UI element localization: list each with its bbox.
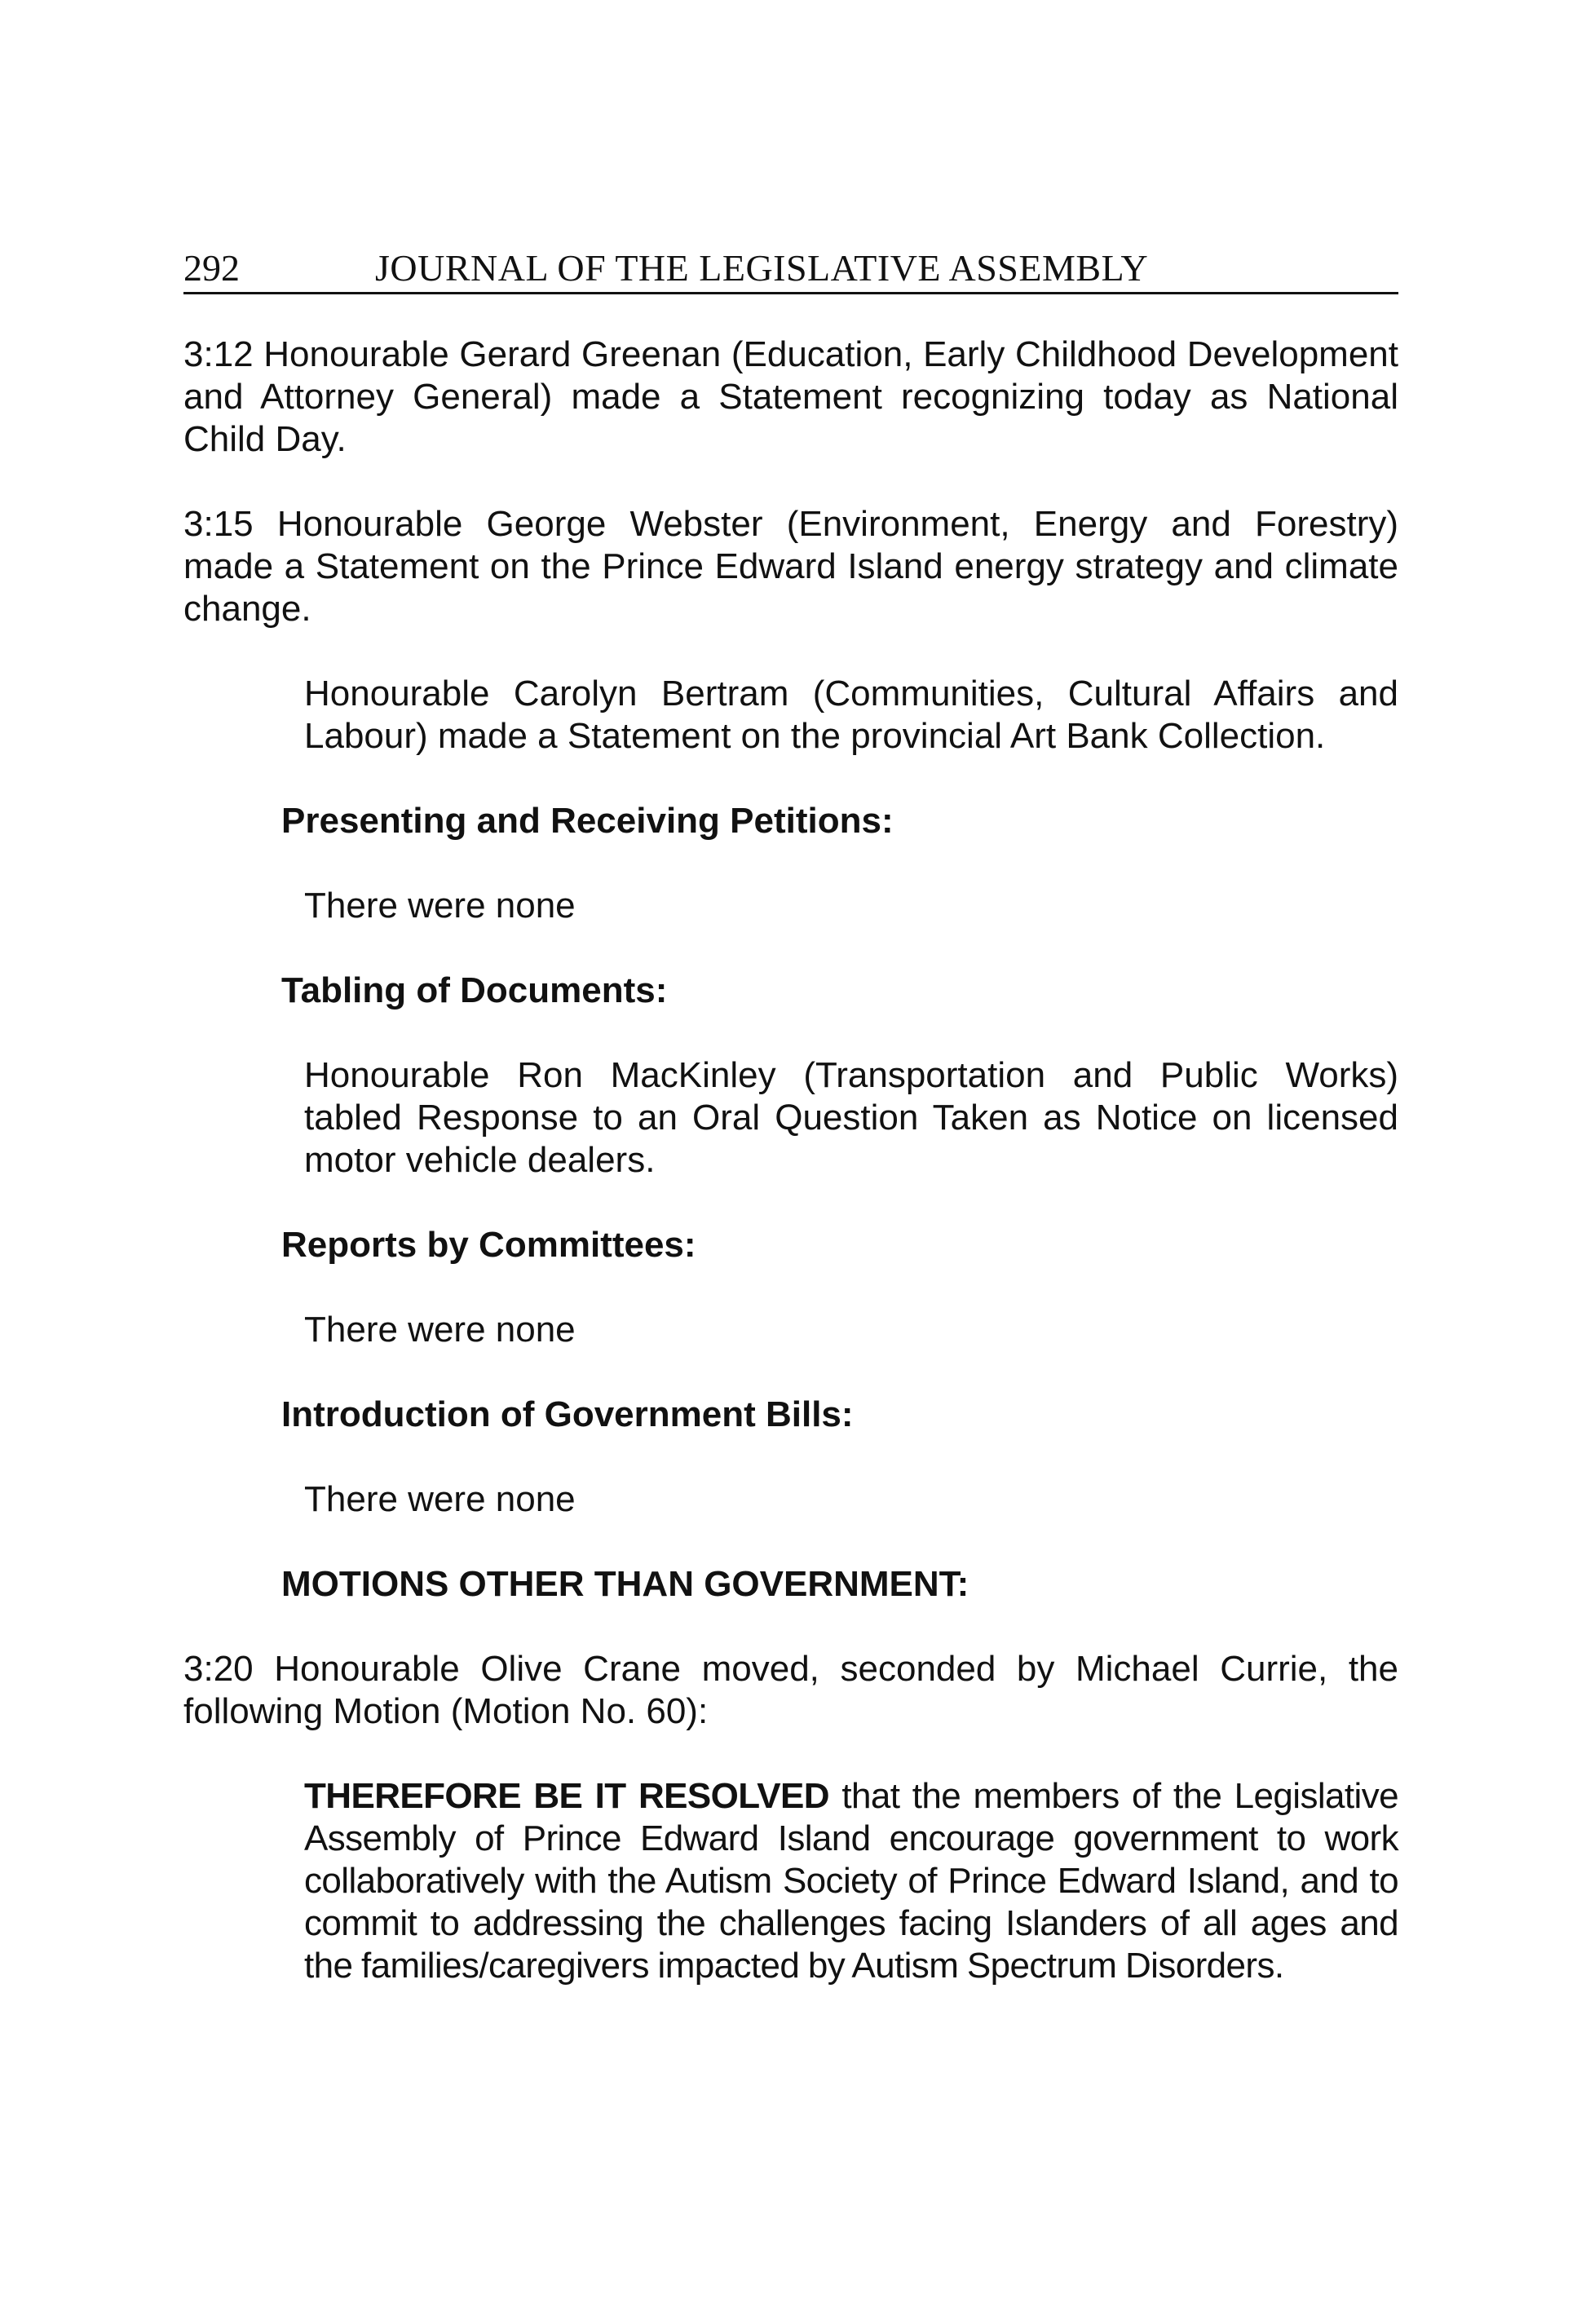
government-bills-text: There were none xyxy=(304,1479,576,1519)
heading-committees: Reports by Committees: xyxy=(281,1225,696,1265)
committees-text: There were none xyxy=(304,1310,576,1350)
entry-bertram-statement: Honourable Carolyn Bertram (Communities, Cultural Affairs and Labour) made a Statement on the provincial Art Bank Collection. xyxy=(304,674,1398,756)
tabling-text: Honourable Ron MacKinley (Transportation and Public Works) tabled Response to an Oral Question Taken as Notice on licensed motor vehicle dealers. xyxy=(304,1055,1398,1180)
page-number: 292 xyxy=(183,247,240,289)
resolution-text: that the members of the Legislative Assembly of Prince Edward Island encourage government to work collaboratively with the Autism Society of Prince Edward Island, and to commit to addressing the challenges facing Islanders of all ages and the families/caregivers impacted by Autism Spectrum Disorders. xyxy=(304,1776,1398,1986)
resolution-paragraph xyxy=(304,1775,1398,1987)
entry-greenan-statement: 3:12 Honourable Gerard Greenan (Education, Early Childhood Development and Attorney General) made a Statement recognizing today as National Child Day. xyxy=(183,334,1398,459)
journal-page xyxy=(183,245,1398,1987)
resolution-lead: THEREFORE BE IT RESOLVED xyxy=(304,1776,829,1816)
motion-intro-text: 3:20 Honourable Olive Crane moved, seconded by Michael Currie, the following Motion (Motion No. 60): xyxy=(183,1649,1398,1731)
running-header xyxy=(183,245,1398,294)
heading-government-bills: Introduction of Government Bills: xyxy=(281,1394,854,1434)
heading-motions: MOTIONS OTHER THAN GOVERNMENT: xyxy=(281,1564,969,1604)
journal-title: JOURNAL OF THE LEGISLATIVE ASSEMBLY xyxy=(375,247,1149,289)
heading-tabling: Tabling of Documents: xyxy=(281,970,668,1010)
petitions-text: There were none xyxy=(304,886,576,926)
heading-petitions: Presenting and Receiving Petitions: xyxy=(281,801,894,841)
entry-webster-statement: 3:15 Honourable George Webster (Environment, Energy and Forestry) made a Statement on the Prince Edward Island energy strategy and climate change. xyxy=(183,504,1398,629)
